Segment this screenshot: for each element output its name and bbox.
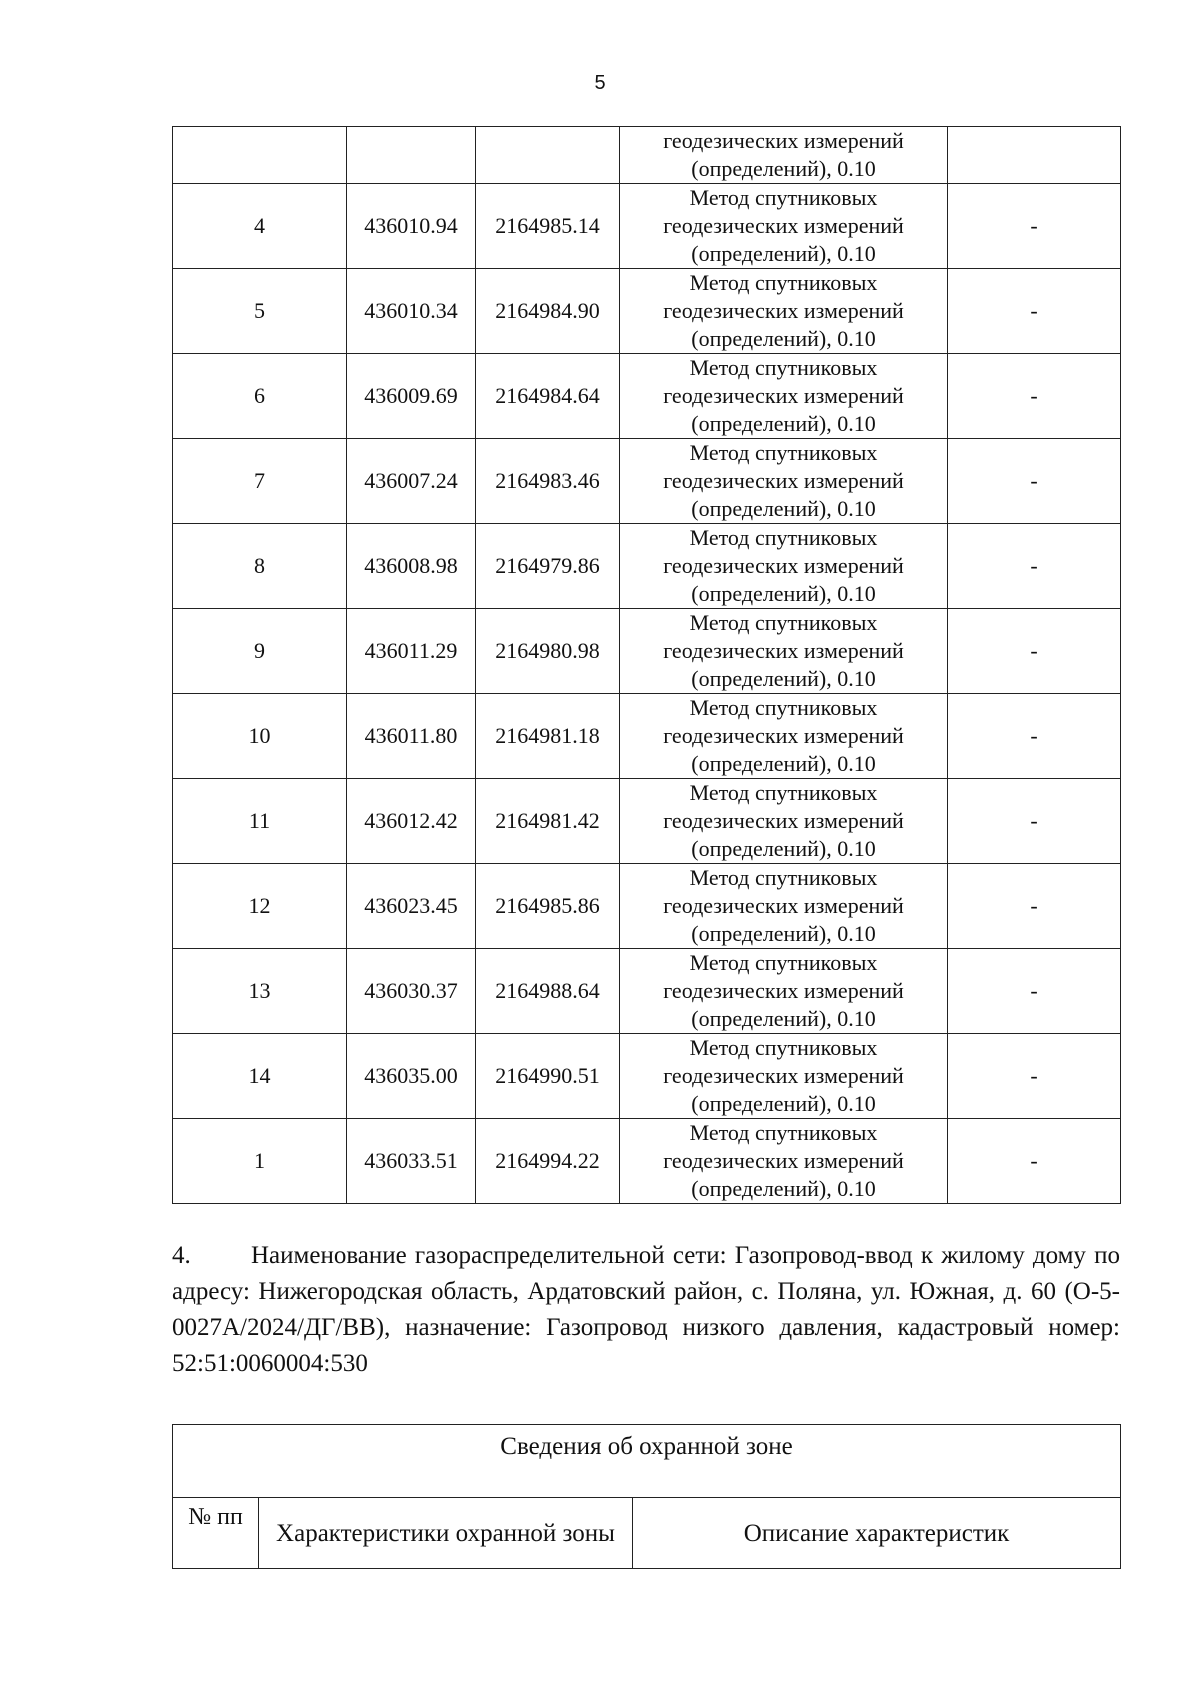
column-header-number: № пп <box>173 1498 259 1569</box>
point-number-cell: 5 <box>173 269 347 354</box>
page-number: 5 <box>594 72 606 94</box>
note-cell: - <box>948 864 1121 949</box>
method-line-1: Метод спутниковых <box>689 950 878 975</box>
method-line-1: Метод спутниковых <box>689 440 878 465</box>
point-number-cell: 11 <box>173 779 347 864</box>
method-line-3: (определений), 0.10 <box>691 836 876 861</box>
y-coordinate-cell: 2164979.86 <box>476 524 620 609</box>
method-line-1: Метод спутниковых <box>689 865 878 890</box>
method-line-3: (определений), 0.10 <box>691 1176 876 1201</box>
table-row <box>173 1034 1121 1119</box>
method-line-2: геодезических измерений <box>663 893 904 918</box>
note-cell: - <box>948 609 1121 694</box>
note-cell: - <box>948 524 1121 609</box>
x-coordinate-cell: 436011.29 <box>347 609 476 694</box>
y-coordinate-cell: 2164990.51 <box>476 1034 620 1119</box>
method-line-2: геодезических измерений <box>663 808 904 833</box>
method-cell <box>620 439 948 524</box>
y-coordinate-cell: 2164981.42 <box>476 779 620 864</box>
coordinates-table-body <box>173 127 1121 1204</box>
point-number-cell: 8 <box>173 524 347 609</box>
point-number-cell: 10 <box>173 694 347 779</box>
method-line-3: (определений), 0.10 <box>691 581 876 606</box>
method-line-2: геодезических измерений <box>663 1148 904 1173</box>
method-line-2: геодезических измерений <box>663 383 904 408</box>
y-coordinate-cell: 2164994.22 <box>476 1119 620 1204</box>
method-cell <box>620 184 948 269</box>
point-number-cell: 9 <box>173 609 347 694</box>
method-cell <box>620 609 948 694</box>
section-paragraph <box>172 1238 1120 1382</box>
table-row <box>173 779 1121 864</box>
x-coordinate-cell: 436011.80 <box>347 694 476 779</box>
section-text: Наименование газораспределительной сети: Газопровод-ввод к жилому дому по адресу: Нижегородская область, Ардатовский район, с. Поляна, ул. Южная, д. 60 (О-5-0027А/2024/ДГ/ВВ), назначение: Газопровод низкого давления, кадастровый номер: 52:51:0060004:530 <box>172 1242 1120 1377</box>
zone-table-title: Сведения об охранной зоне <box>173 1425 1121 1498</box>
method-line-3: (определений), 0.10 <box>691 326 876 351</box>
table-row <box>173 1119 1121 1204</box>
method-cell <box>620 779 948 864</box>
point-number-cell: 14 <box>173 1034 347 1119</box>
method-line-3: (определений), 0.10 <box>691 751 876 776</box>
method-line-3: (определений), 0.10 <box>691 1091 876 1116</box>
y-coordinate-cell: 2164980.98 <box>476 609 620 694</box>
y-coordinate-cell: 2164981.18 <box>476 694 620 779</box>
method-line-3: (определений), 0.10 <box>691 496 876 521</box>
method-cell <box>620 354 948 439</box>
table-row <box>173 524 1121 609</box>
table-row <box>173 184 1121 269</box>
note-cell <box>948 127 1121 184</box>
method-line-1: Метод спутниковых <box>689 1120 878 1145</box>
method-line-3: (определений), 0.10 <box>691 921 876 946</box>
y-coordinate-cell: 2164984.64 <box>476 354 620 439</box>
note-cell: - <box>948 694 1121 779</box>
method-line-3: (определений), 0.10 <box>691 666 876 691</box>
note-cell: - <box>948 269 1121 354</box>
x-coordinate-cell: 436033.51 <box>347 1119 476 1204</box>
column-header-characteristics: Характеристики охранной зоны <box>259 1498 633 1569</box>
method-cell <box>620 949 948 1034</box>
note-cell: - <box>948 439 1121 524</box>
y-coordinate-cell: 2164985.14 <box>476 184 620 269</box>
note-cell: - <box>948 1119 1121 1204</box>
table-row-continued <box>173 127 1121 184</box>
method-cell <box>620 1119 948 1204</box>
x-coordinate-cell <box>347 127 476 184</box>
column-header-description: Описание характеристик <box>633 1498 1121 1569</box>
method-line-3: (определений), 0.10 <box>691 241 876 266</box>
method-line-1: Метод спутниковых <box>689 270 878 295</box>
method-line-1: Метод спутниковых <box>689 355 878 380</box>
y-coordinate-cell: 2164983.46 <box>476 439 620 524</box>
x-coordinate-cell: 436010.94 <box>347 184 476 269</box>
table-row <box>173 354 1121 439</box>
method-cell <box>620 269 948 354</box>
method-line-2: геодезических измерений <box>663 553 904 578</box>
method-line-2: геодезических измерений <box>663 1063 904 1088</box>
zone-table-header-row <box>173 1498 1121 1569</box>
method-line-2: геодезических измерений <box>663 213 904 238</box>
method-line-2: геодезических измерений <box>663 978 904 1003</box>
method-cell <box>620 864 948 949</box>
y-coordinate-cell: 2164985.86 <box>476 864 620 949</box>
method-cell <box>620 1034 948 1119</box>
method-line-1: Метод спутниковых <box>689 780 878 805</box>
x-coordinate-cell: 436007.24 <box>347 439 476 524</box>
point-number-cell: 13 <box>173 949 347 1034</box>
x-coordinate-cell: 436023.45 <box>347 864 476 949</box>
method-line-2: геодезических измерений <box>663 638 904 663</box>
table-row <box>173 269 1121 354</box>
note-cell: - <box>948 354 1121 439</box>
point-number-cell <box>173 127 347 184</box>
point-number-cell: 4 <box>173 184 347 269</box>
x-coordinate-cell: 436012.42 <box>347 779 476 864</box>
y-coordinate-cell <box>476 127 620 184</box>
note-cell: - <box>948 949 1121 1034</box>
method-line-2: геодезических измерений <box>663 298 904 323</box>
method-line-3: (определений), 0.10 <box>691 1006 876 1031</box>
x-coordinate-cell: 436010.34 <box>347 269 476 354</box>
x-coordinate-cell: 436030.37 <box>347 949 476 1034</box>
x-coordinate-cell: 436008.98 <box>347 524 476 609</box>
point-number-cell: 6 <box>173 354 347 439</box>
method-line-1: Метод спутниковых <box>689 610 878 635</box>
x-coordinate-cell: 436009.69 <box>347 354 476 439</box>
method-line-1: Метод спутниковых <box>689 525 878 550</box>
table-row <box>173 864 1121 949</box>
method-cell <box>620 127 948 184</box>
method-line-1: Метод спутниковых <box>689 185 878 210</box>
section-number: 4. <box>172 1242 191 1269</box>
point-number-cell: 7 <box>173 439 347 524</box>
table-row <box>173 439 1121 524</box>
point-number-cell: 12 <box>173 864 347 949</box>
method-line-3: (определений), 0.10 <box>691 411 876 436</box>
point-number-cell: 1 <box>173 1119 347 1204</box>
table-row <box>173 694 1121 779</box>
method-cell <box>620 524 948 609</box>
table-row <box>173 609 1121 694</box>
y-coordinate-cell: 2164988.64 <box>476 949 620 1034</box>
y-coordinate-cell: 2164984.90 <box>476 269 620 354</box>
note-cell: - <box>948 779 1121 864</box>
zone-table-title-row <box>173 1425 1121 1498</box>
method-line-2: геодезических измерений <box>663 128 904 153</box>
method-cell <box>620 694 948 779</box>
table-row <box>173 949 1121 1034</box>
x-coordinate-cell: 436035.00 <box>347 1034 476 1119</box>
method-line-1: Метод спутниковых <box>689 695 878 720</box>
note-cell: - <box>948 1034 1121 1119</box>
protection-zone-table <box>172 1424 1121 1569</box>
coordinates-table <box>172 126 1121 1204</box>
method-line-2: геодезических измерений <box>663 723 904 748</box>
method-line-2: геодезических измерений <box>663 468 904 493</box>
method-line-3: (определений), 0.10 <box>691 156 876 181</box>
method-line-1: Метод спутниковых <box>689 1035 878 1060</box>
note-cell: - <box>948 184 1121 269</box>
